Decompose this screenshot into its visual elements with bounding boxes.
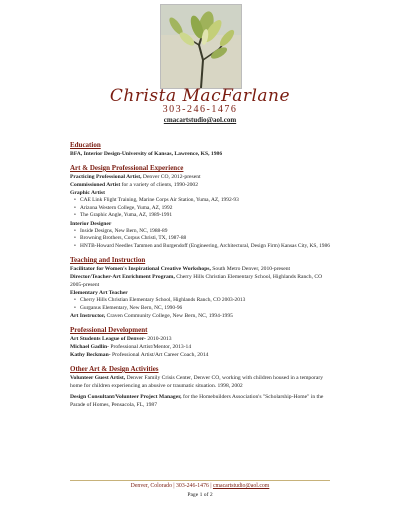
footer-email-link[interactable]: cmacartstudio@aol.com	[212, 483, 270, 489]
entry-detail: 2010-2013	[145, 336, 172, 342]
development-entry	[70, 343, 335, 351]
education-degree: BFA, Interior Design-University of Kansas, Lawrence, KS, 1986	[70, 151, 223, 157]
list-item: • The Graphic Angle, Yuma, AZ, 1989-1991	[80, 212, 335, 220]
page-number: Page 1 of 2	[187, 492, 213, 498]
list-item: • Gurganus Elementary, New Bern, NC, 1990-96	[80, 305, 335, 313]
development-heading: Professional Development	[70, 326, 148, 334]
entry-title: Facilitator for Women's Inspirational Creative Workshops,	[70, 266, 211, 272]
footer-divider	[70, 480, 330, 481]
graphic-artist-list	[70, 197, 335, 220]
entry-title: Art Instructor,	[70, 313, 106, 319]
entry-detail: Professional Artist/Art Career Coach, 2014	[110, 352, 209, 358]
footer-contact: Denver, Colorado | 303-246-1476 |	[130, 483, 213, 489]
entry-detail: Cherry Hills Christian Elementary School, Highlands Ranch, CO 2005-present	[70, 274, 323, 288]
entry-detail: Denver Family Crisis Center, Denver CO, working with children housed in a temporary home for children experiencing an abusive or traumatic situation. 1998, 2002	[70, 375, 324, 389]
development-entry	[70, 351, 335, 359]
design-consultant-entry	[70, 393, 335, 409]
teaching-heading: Teaching and Instruction	[70, 256, 146, 264]
entry-title: Volunteer Guest Artist,	[70, 375, 126, 381]
art-design-heading: Art & Design Professional Experience	[70, 164, 184, 172]
list-item: • CAE Link Flight Training, Marine Corps Air Station, Yuma, AZ, 1992-93	[80, 197, 335, 205]
list-item: • Browning Brothers, Corpus Christi, TX, 1987-88	[80, 235, 335, 243]
interior-designer-list	[70, 228, 335, 251]
entry-title: Director/Teacher-Art Enrichment Program,	[70, 274, 175, 280]
other-activities-heading: Other Art & Design Activities	[70, 365, 159, 373]
elementary-teacher-title: Elementary Art Teacher	[70, 290, 128, 296]
development-entry	[70, 335, 335, 343]
applicant-phone: 303-246-1476	[162, 104, 238, 115]
entry-detail: for a variety of clients, 1990-2002	[120, 182, 199, 188]
artwork-photo	[160, 4, 242, 89]
entry-detail: Craven Community College, New Bern, NC, 1994-1995	[105, 313, 233, 319]
entry-title: Commissioned Artist	[70, 182, 121, 188]
entry-detail: Professional Artist/Mentor, 2013-14	[109, 344, 192, 350]
list-item: • HNTB-Howard Needles Tammen and Burgendoff (Engineering, Architectural, Design Firm) Kansas City, KS, 1986	[80, 243, 335, 251]
facilitator-entry	[70, 265, 335, 273]
entry-detail: Denver CO, 2012-present	[141, 174, 201, 180]
list-item: • Arizona Western College, Yuma, AZ, 1992	[80, 205, 335, 213]
list-item: • Inside Designs, New Bern, NC, 1988-89	[80, 228, 335, 236]
page-footer	[0, 483, 400, 489]
entry-title: Art Students League of Denver-	[70, 336, 146, 342]
elementary-teacher-list	[70, 297, 335, 312]
education-heading: Education	[70, 141, 101, 149]
volunteer-entry	[70, 374, 335, 390]
entry-detail: for the Homebuilders Association's "Scholarship-Home" in the Parade of Homes, Pensacola, FL, 1987	[70, 394, 324, 408]
entry-detail: South Metro Denver, 2010-present	[210, 266, 291, 272]
entry-title: Kathy Beckman-	[70, 352, 111, 358]
director-entry	[70, 273, 335, 289]
entry-title: Michael Gadlin-	[70, 344, 110, 350]
practicing-artist-entry	[70, 173, 335, 181]
applicant-name: Christa MacFarlane	[109, 86, 291, 106]
entry-title: Design Consultant/Volunteer Project Manager,	[70, 394, 182, 400]
applicant-email[interactable]: cmacartstudio@aol.com	[163, 116, 237, 124]
resume-content	[70, 141, 335, 412]
entry-title: Practicing Professional Artist,	[70, 174, 142, 180]
commissioned-artist-entry	[70, 181, 335, 189]
instructor-entry	[70, 312, 335, 320]
graphic-artist-title: Graphic Artist	[70, 190, 105, 196]
list-item: • Cherry Hills Christian Elementary School, Highlands Ranch, CO 2003-2013	[80, 297, 335, 305]
interior-designer-title: Interior Designer	[70, 220, 112, 227]
